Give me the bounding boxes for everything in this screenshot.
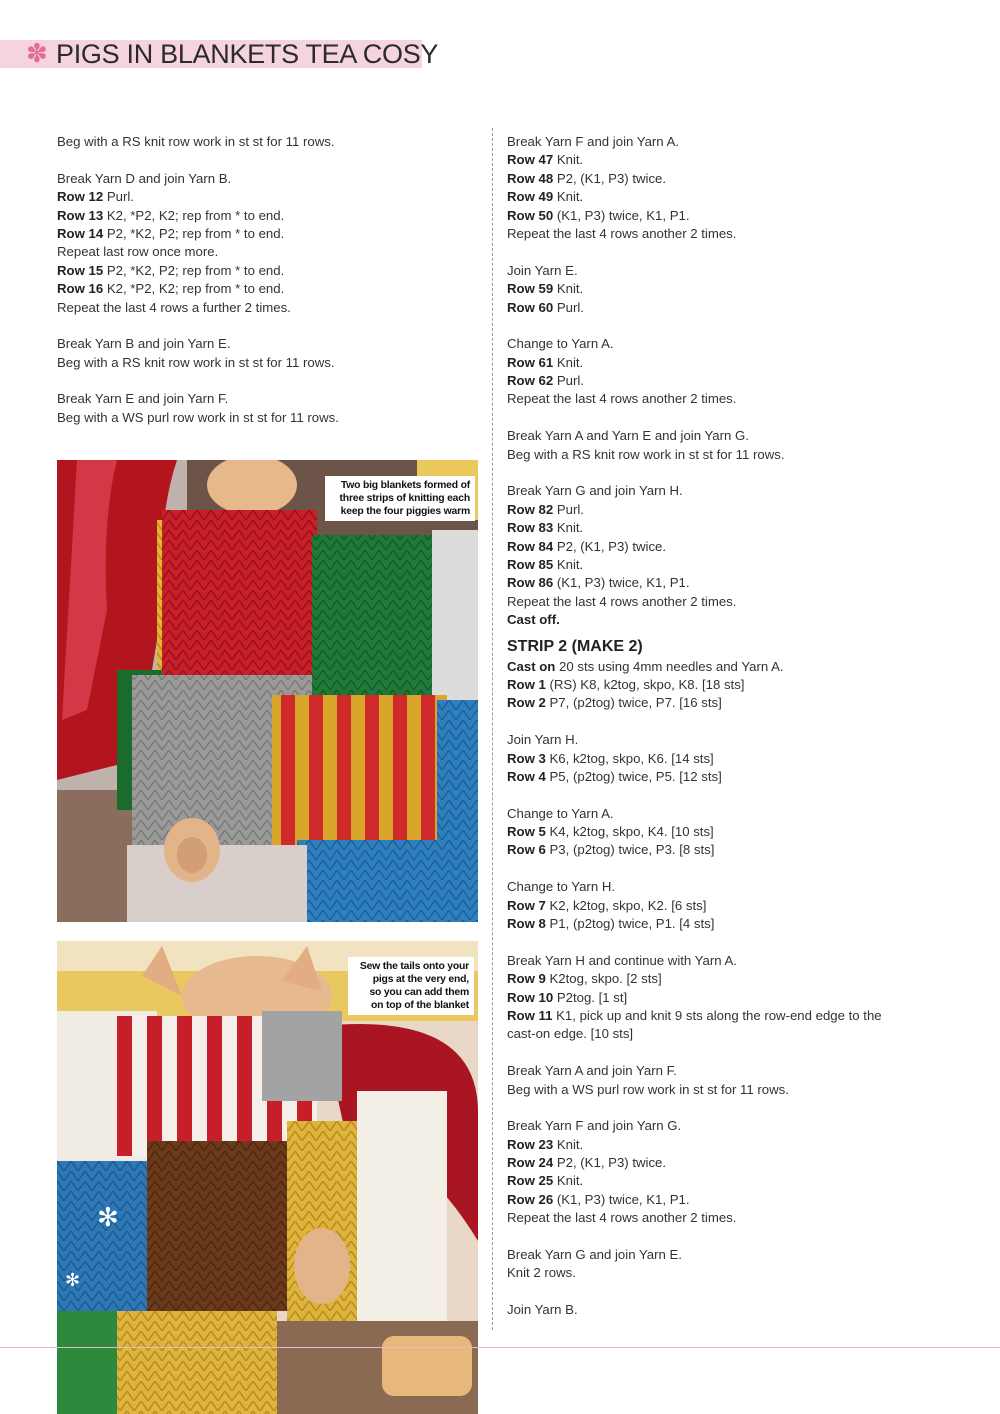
instruction-text: Break Yarn B and join Yarn E. [57, 336, 231, 352]
instruction-text: Change to Yarn A. [507, 805, 614, 821]
instruction-line [507, 952, 947, 970]
instruction-line [507, 989, 947, 1007]
instruction-line [507, 676, 947, 694]
instruction-text: Break Yarn A and Yarn E and join Yarn G. [507, 428, 749, 444]
row-label: Row 11 [507, 1007, 553, 1023]
instruction-text: Knit. [553, 281, 584, 297]
instruction-text: (K1, P3) twice, K1, P1. [553, 575, 690, 591]
instruction-text: P2, (K1, P3) twice. [553, 538, 667, 554]
instruction-text: Join Yarn H. [507, 732, 579, 748]
instruction-line [507, 574, 947, 592]
instruction-text: P2tog. [1 st] [553, 989, 628, 1005]
row-label: Row 60 [507, 299, 554, 315]
row-label: Row 48 [507, 170, 554, 186]
instruction-text: Purl. [103, 189, 134, 205]
instruction-text: Knit. [553, 189, 584, 205]
paragraph-gap [507, 464, 947, 482]
instruction-text: Join Yarn B. [507, 1302, 578, 1318]
instruction-line [57, 409, 477, 427]
instruction-text: Knit. [553, 354, 584, 370]
instruction-line [57, 225, 477, 243]
instruction-text: Knit 2 rows. [507, 1265, 576, 1281]
caption-line: pigs at the very end, [372, 974, 469, 985]
row-label: Row 61 [507, 354, 554, 370]
instruction-line [507, 970, 947, 988]
instruction-line [507, 823, 947, 841]
instruction-line [57, 207, 477, 225]
right-column-part-2 [507, 658, 947, 1320]
row-label: Row 4 [507, 768, 546, 784]
instruction-text: K2, *P2, K2; rep from * to end. [103, 281, 285, 297]
instruction-text: Break Yarn F and join Yarn G. [507, 1118, 682, 1134]
instruction-line [507, 1081, 947, 1099]
instruction-text: K2tog, skpo. [2 sts] [545, 971, 662, 987]
instruction-line [507, 805, 947, 823]
row-label: Row 26 [507, 1191, 554, 1207]
row-label: Row 12 [57, 189, 104, 205]
instruction-text: Beg with a RS knit row work in st st for 11 rows. [57, 354, 335, 370]
right-column [507, 133, 947, 1320]
row-label: Row 1 [507, 676, 546, 692]
instruction-text: Repeat the last 4 rows another 2 times. [507, 593, 737, 609]
photo-caption-2 [348, 957, 474, 1015]
svg-text:✻: ✻ [97, 1203, 119, 1233]
row-label: Row 23 [507, 1136, 554, 1152]
instruction-text: Beg with a WS purl row work in st st for 11 rows. [57, 409, 339, 425]
caption-line: three strips of knitting each [339, 493, 470, 504]
instruction-text: Break Yarn G and join Yarn E. [507, 1247, 682, 1263]
instruction-text: Knit. [553, 556, 584, 572]
row-label: Row 5 [507, 824, 546, 840]
instruction-line [507, 225, 947, 243]
instruction-text: Join Yarn E. [507, 262, 578, 278]
instruction-text: Purl. [553, 501, 584, 517]
row-label: Row 82 [507, 501, 554, 517]
instruction-line [507, 750, 947, 768]
instruction-line [57, 262, 477, 280]
instruction-line [507, 1062, 947, 1080]
row-label: Row 49 [507, 189, 554, 205]
row-label: Row 6 [507, 842, 546, 858]
instruction-text: Beg with a WS purl row work in st st for 11 rows. [507, 1081, 789, 1097]
instruction-line [507, 262, 947, 280]
instruction-line [507, 170, 947, 188]
paragraph-gap [57, 317, 477, 335]
paragraph-gap [507, 317, 947, 335]
instruction-text: Repeat the last 4 rows another 2 times. [507, 225, 737, 241]
photo-blanket-illustration [57, 460, 478, 922]
row-label: Row 59 [507, 281, 554, 297]
instruction-line [57, 299, 477, 317]
instruction-line [507, 390, 947, 408]
instruction-line [57, 335, 477, 353]
row-label: Row 84 [507, 538, 554, 554]
paragraph-gap [57, 151, 477, 169]
photo-caption-1 [325, 476, 475, 521]
svg-text:✻: ✻ [65, 1270, 81, 1291]
flower-icon: ✽ [26, 39, 48, 69]
row-label: Row 83 [507, 520, 554, 536]
paragraph-gap [507, 243, 947, 261]
row-label: Row 62 [507, 373, 554, 389]
instruction-line [507, 354, 947, 372]
footer-rule [0, 1347, 1000, 1348]
row-label: Row 2 [507, 695, 546, 711]
instruction-text: Break Yarn E and join Yarn F. [57, 391, 229, 407]
paragraph-gap [507, 933, 947, 951]
instruction-line [507, 372, 947, 390]
instruction-text: cast-on edge. [10 sts] [507, 1026, 634, 1042]
paragraph-gap [507, 1044, 947, 1062]
instruction-line [57, 390, 477, 408]
instruction-line [507, 694, 947, 712]
instruction-text: Break Yarn G and join Yarn H. [507, 483, 683, 499]
instruction-text: K6, k2tog, skpo, K6. [14 sts] [545, 750, 714, 766]
instruction-line [507, 897, 947, 915]
instruction-line [507, 1136, 947, 1154]
caption-line: Sew the tails onto your [359, 961, 469, 972]
instruction-line [507, 1191, 947, 1209]
row-label: Row 15 [57, 262, 104, 278]
instruction-line [507, 556, 947, 574]
instruction-text: Purl. [553, 299, 584, 315]
instruction-text: Break Yarn H and continue with Yarn A. [507, 952, 737, 968]
instruction-line [507, 1246, 947, 1264]
instruction-line [507, 188, 947, 206]
paragraph-gap [507, 786, 947, 804]
instruction-line [57, 280, 477, 298]
row-label: Row 9 [507, 971, 546, 987]
instruction-line [507, 1172, 947, 1190]
instruction-line [507, 915, 947, 933]
instruction-line [57, 188, 477, 206]
instruction-text: Break Yarn A and join Yarn F. [507, 1063, 677, 1079]
instruction-line [57, 354, 477, 372]
row-label: Row 7 [507, 897, 546, 913]
instruction-text: P5, (p2tog) twice, P5. [12 sts] [545, 768, 722, 784]
instruction-text: Knit. [553, 1136, 584, 1152]
instruction-line [57, 133, 477, 151]
instruction-text: Break Yarn F and join Yarn A. [507, 134, 680, 149]
instruction-text: Repeat the last 4 rows another 2 times. [507, 1210, 737, 1226]
row-label: Row 86 [507, 575, 554, 591]
column-divider [492, 128, 493, 1330]
instruction-line [507, 280, 947, 298]
paragraph-gap [507, 713, 947, 731]
paragraph-gap [507, 409, 947, 427]
row-label: Row 10 [507, 989, 554, 1005]
instruction-text: Beg with a RS knit row work in st st for 11 rows. [57, 134, 335, 149]
instruction-line [507, 1209, 947, 1227]
row-label: Row 25 [507, 1173, 554, 1189]
instruction-text: P7, (p2tog) twice, P7. [16 sts] [545, 695, 722, 711]
row-label: Cast on [507, 658, 556, 674]
instruction-text: 20 sts using 4mm needles and Yarn A. [555, 658, 784, 674]
instruction-text: K2, *P2, K2; rep from * to end. [103, 207, 285, 223]
instruction-line [507, 1025, 947, 1043]
instruction-line [507, 151, 947, 169]
instruction-line [507, 482, 947, 500]
caption-line: on top of the blanket [371, 1000, 469, 1011]
instruction-text: Purl. [553, 373, 584, 389]
row-label: Row 16 [57, 281, 104, 297]
instruction-line [507, 1007, 947, 1025]
caption-line: Two big blankets formed of [340, 480, 470, 491]
instruction-text: Knit. [553, 520, 584, 536]
instruction-text: K2, k2tog, skpo, K2. [6 sts] [545, 897, 707, 913]
paragraph-gap [57, 372, 477, 390]
left-column [57, 133, 477, 427]
instruction-line [507, 133, 947, 151]
instruction-text: (K1, P3) twice, K1, P1. [553, 1191, 690, 1207]
tea-cosy-photo-blanket [57, 460, 478, 922]
instruction-text: Beg with a RS knit row work in st st for 11 rows. [507, 446, 785, 462]
row-label: Row 13 [57, 207, 104, 223]
instruction-line [507, 841, 947, 859]
instruction-line [507, 878, 947, 896]
instruction-text: (K1, P3) twice, K1, P1. [553, 207, 690, 223]
instruction-line [507, 427, 947, 445]
instruction-text: Break Yarn D and join Yarn B. [57, 170, 232, 186]
instruction-line [57, 170, 477, 188]
caption-line: keep the four piggies warm [340, 506, 470, 517]
strip-2-heading: STRIP 2 (MAKE 2) [507, 637, 643, 655]
instruction-line [507, 593, 947, 611]
row-label: Row 50 [507, 207, 554, 223]
paragraph-gap [507, 860, 947, 878]
instruction-line [507, 1264, 947, 1282]
instruction-line [507, 538, 947, 556]
instruction-text: Knit. [553, 1173, 584, 1189]
instruction-line [507, 501, 947, 519]
instruction-line [507, 768, 947, 786]
row-label: Row 3 [507, 750, 546, 766]
row-label: Cast off. [507, 612, 560, 628]
instruction-line [507, 207, 947, 225]
row-label: Row 47 [507, 152, 554, 168]
caption-line: so you can add them [369, 987, 469, 998]
row-label: Row 8 [507, 916, 546, 932]
right-column-part-1 [507, 133, 947, 630]
instruction-text: K4, k2tog, skpo, K4. [10 sts] [545, 824, 714, 840]
instruction-line [507, 519, 947, 537]
instruction-line [507, 731, 947, 749]
row-label: Row 24 [507, 1155, 554, 1171]
row-label: Row 85 [507, 556, 554, 572]
instruction-line [507, 446, 947, 464]
instruction-line [57, 243, 477, 261]
instruction-text: K1, pick up and knit 9 sts along the row-end edge to the [552, 1007, 882, 1023]
page-title: PIGS IN BLANKETS TEA COSY [56, 39, 439, 69]
instruction-text: P3, (p2tog) twice, P3. [8 sts] [545, 842, 715, 858]
paragraph-gap [507, 1228, 947, 1246]
instruction-text: Change to Yarn H. [507, 879, 616, 895]
instruction-line [507, 335, 947, 353]
instruction-line [507, 1154, 947, 1172]
instruction-text: Repeat last row once more. [57, 244, 219, 260]
row-label: Row 14 [57, 225, 104, 241]
instruction-text: P1, (p2tog) twice, P1. [4 sts] [545, 916, 715, 932]
paragraph-gap [507, 1283, 947, 1301]
instruction-line [507, 1117, 947, 1135]
instruction-line [507, 299, 947, 317]
instruction-text: Repeat the last 4 rows another 2 times. [507, 391, 737, 407]
instruction-text: (RS) K8, k2tog, skpo, K8. [18 sts] [545, 676, 745, 692]
paragraph-gap [507, 1099, 947, 1117]
instruction-text: P2, (K1, P3) twice. [553, 1155, 667, 1171]
instruction-line [507, 611, 947, 629]
instruction-text: Knit. [553, 152, 584, 168]
instruction-text: P2, (K1, P3) twice. [553, 170, 667, 186]
instruction-line [507, 1301, 947, 1319]
instruction-text: Change to Yarn A. [507, 336, 614, 352]
instruction-text: P2, *K2, P2; rep from * to end. [103, 225, 285, 241]
instruction-text: Repeat the last 4 rows a further 2 times. [57, 299, 291, 315]
instruction-line [507, 658, 947, 676]
instruction-text: P2, *K2, P2; rep from * to end. [103, 262, 285, 278]
